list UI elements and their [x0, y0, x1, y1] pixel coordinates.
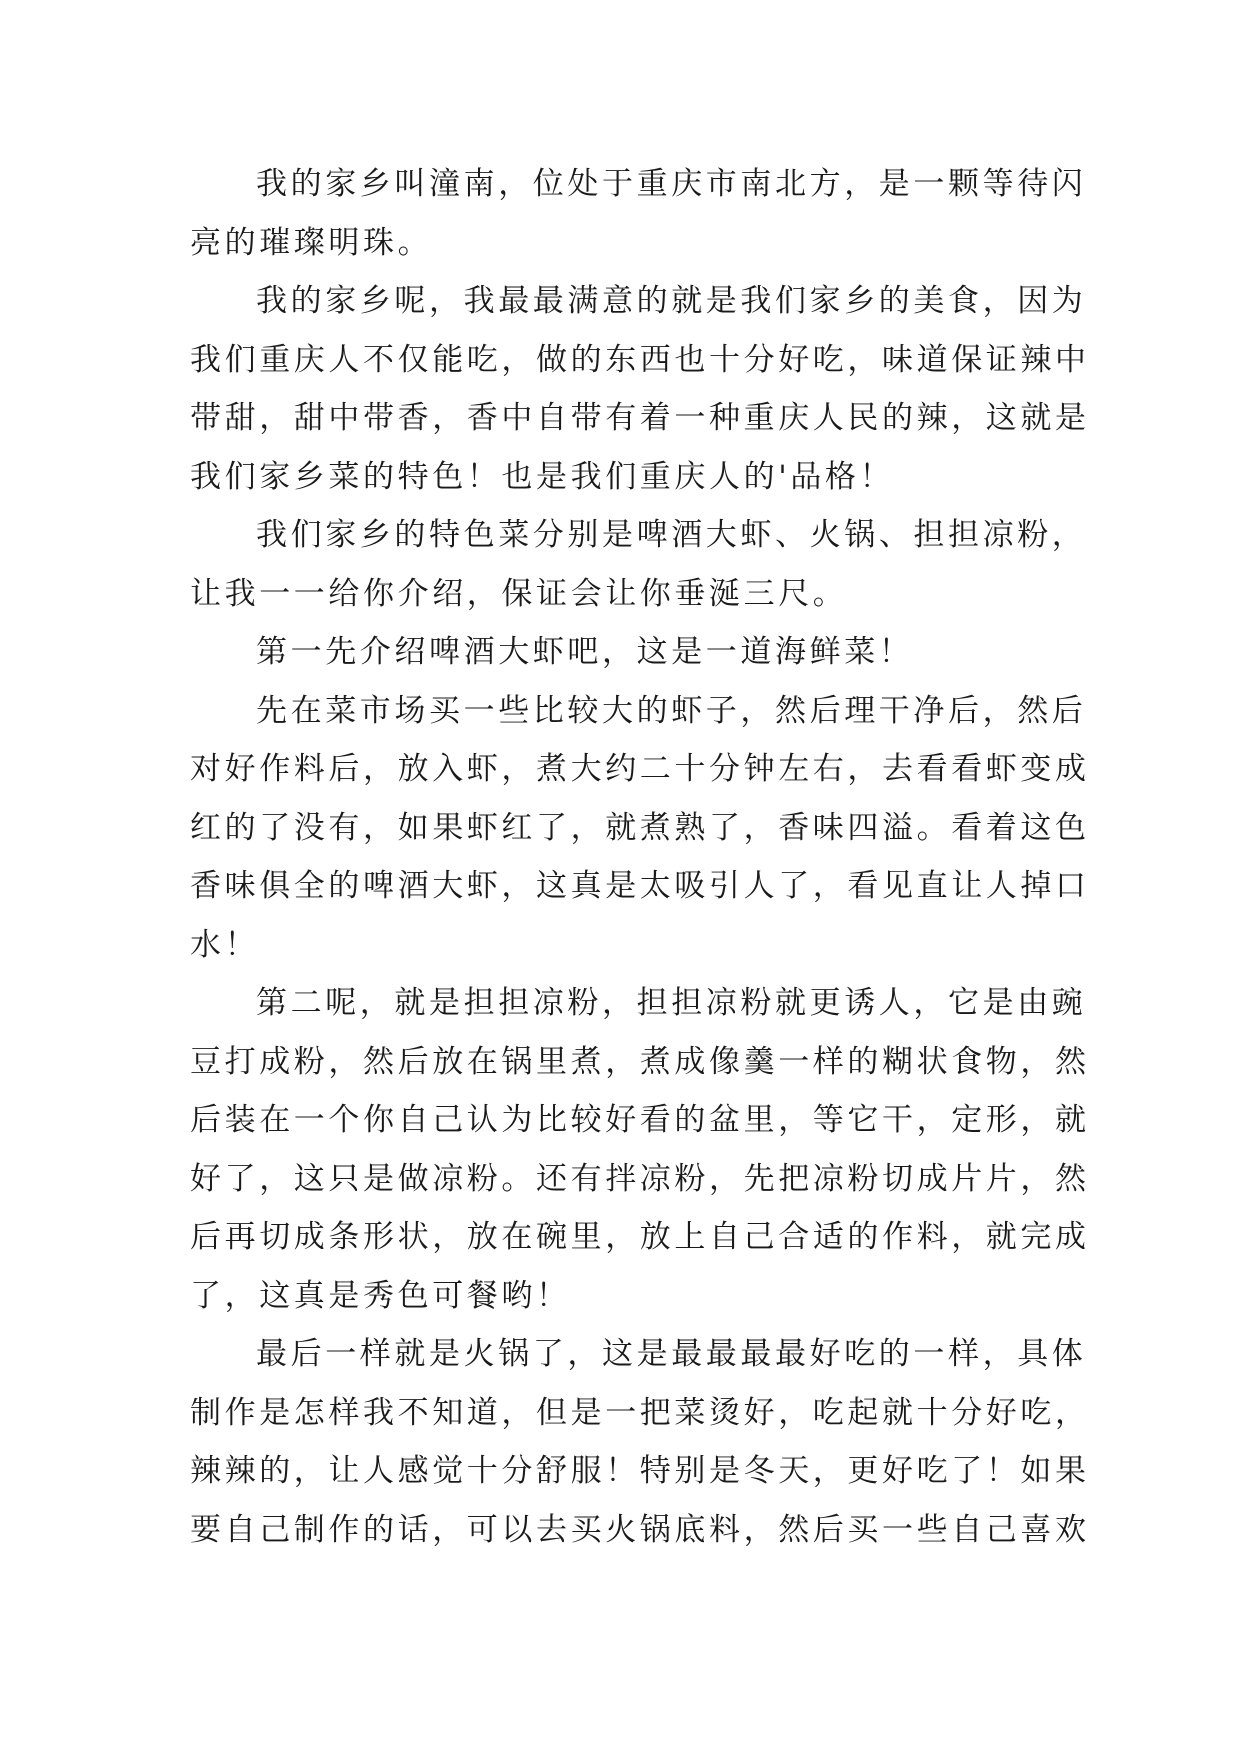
text-line: 要自己制作的话，可以去买火锅底料，然后买一些自己喜欢 [190, 1511, 1090, 1548]
text-line: 水！ [190, 926, 260, 963]
text-line: 制作是怎样我不知道，但是一把菜烫好，吃起就十分好吃， [190, 1394, 1090, 1431]
paragraph-hotpot [190, 1325, 1090, 1559]
text-line: 辣辣的，让人感觉十分舒服！特别是冬天，更好吃了！如果 [190, 1453, 1090, 1489]
text-line: 最后一样就是火锅了，这是最最最最好吃的一样，具体 [256, 1336, 1087, 1372]
text-line: 先在菜市场买一些比较大的虾子，然后理干净后，然后 [256, 692, 1087, 729]
text-line: 后装在一个你自己认为比较好看的盆里，等它干，定形，就 [190, 1102, 1090, 1138]
text-line: 香味俱全的啤酒大虾，这真是太吸引人了，看见直让人掉口 [190, 868, 1090, 904]
text-line: 了，这真是秀色可餐哟！ [190, 1277, 571, 1314]
text-line: 第二呢，就是担担凉粉，担担凉粉就更诱人，它是由豌 [256, 985, 1087, 1021]
document-body [190, 155, 1090, 1559]
text-line: 我们家乡菜的特色！也是我们重庆人的'品格！ [190, 458, 895, 495]
text-line: 后再切成条形状，放在碗里，放上自己合适的作料，就完成 [190, 1219, 1090, 1255]
text-line: 豆打成粉，然后放在锅里煮，煮成像羹一样的糊状食物，然 [190, 1043, 1090, 1080]
paragraph-specialty-list [190, 506, 1087, 623]
paragraph-food-praise [190, 272, 1090, 506]
text-line: 好了，这只是做凉粉。还有拌凉粉，先把凉粉切成片片，然 [190, 1160, 1090, 1197]
text-line: 让我一一给你介绍，保证会让你垂涎三尺。 [190, 575, 848, 612]
text-line: 我们家乡的特色菜分别是啤酒大虾、火锅、担担凉粉， [256, 517, 1087, 553]
paragraph-beer-shrimp-intro [190, 623, 1058, 682]
text-line: 我的家乡叫潼南，位处于重庆市南北方，是一颗等待闪 [256, 166, 1087, 202]
paragraph-beer-shrimp-recipe [190, 682, 1090, 975]
paragraph-hometown-intro [190, 155, 1087, 272]
text-line: 带甜，甜中带香，香中自带有着一种重庆人民的辣，这就是 [190, 400, 1090, 436]
text-line: 亮的璀璨明珠。 [190, 224, 433, 261]
text-line: 红的了没有，如果虾红了，就煮熟了，香味四溢。看着这色 [190, 809, 1090, 846]
paragraph-liangfen [190, 974, 1090, 1325]
text-line: 第一先介绍啤酒大虾吧，这是一道海鲜菜！ [256, 634, 914, 670]
text-line: 我们重庆人不仅能吃，做的东西也十分好吃，味道保证辣中 [190, 341, 1090, 378]
text-line: 对好作料后，放入虾，煮大约二十分钟左右，去看看虾变成 [190, 751, 1090, 787]
text-line: 我的家乡呢，我最最满意的就是我们家乡的美食，因为 [256, 283, 1087, 319]
